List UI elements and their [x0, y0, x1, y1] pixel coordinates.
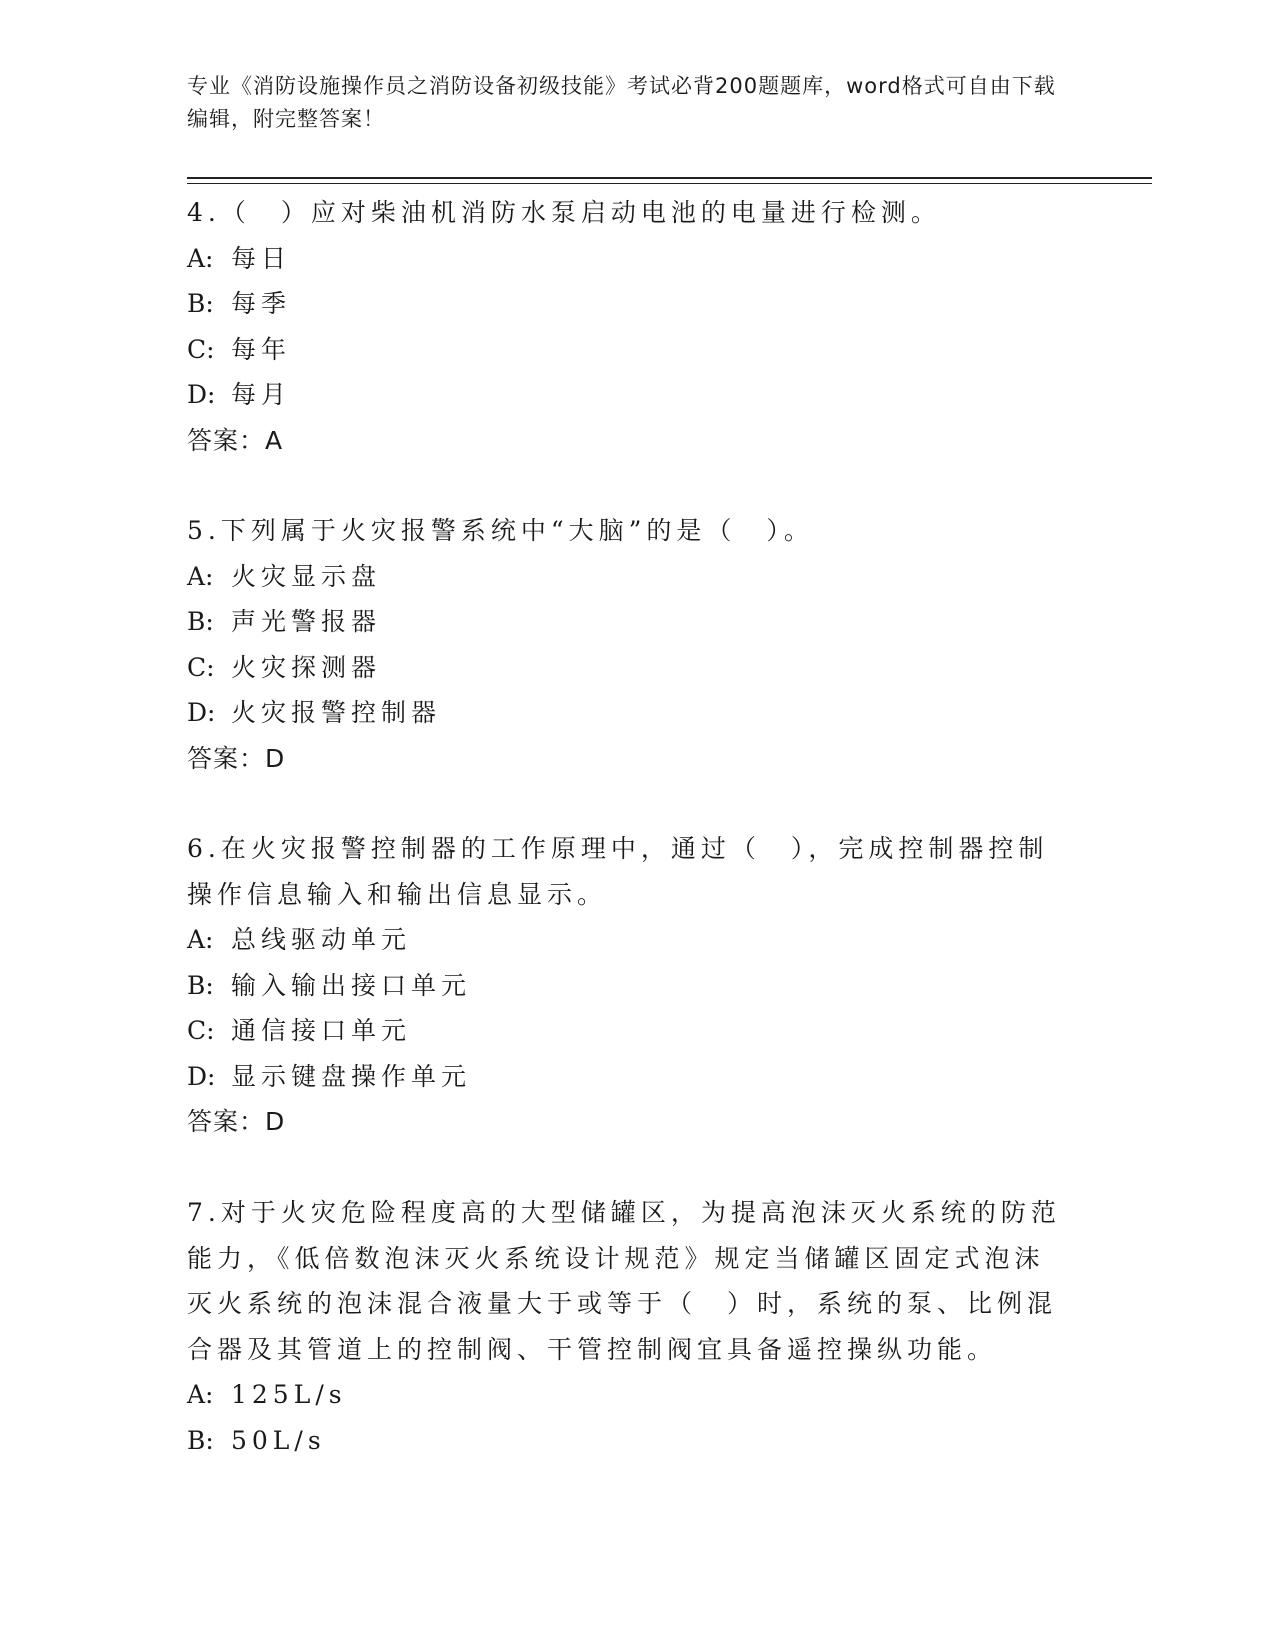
- option-key: D:: [187, 698, 216, 727]
- answer-line: 答案：D: [187, 1107, 286, 1136]
- option-a: [187, 236, 1067, 282]
- option-d: [187, 1054, 1067, 1100]
- option-text: 声光警报器: [231, 607, 382, 636]
- option-key: C:: [187, 334, 215, 364]
- option-key: B:: [187, 1425, 214, 1455]
- option-b: [187, 281, 1067, 327]
- question-stem: 5.下列属于火灾报警系统中“大脑”的是（ ）。: [187, 516, 814, 545]
- option-key: B:: [187, 607, 214, 636]
- option-c: [187, 645, 1067, 691]
- document-header: [187, 70, 1067, 136]
- option-text: 显示键盘操作单元: [231, 1061, 472, 1091]
- header-text: 专业《消防设施操作员之消防设备初级技能》考试必背200题题库，word格式可自由下载编辑，附完整答案！: [187, 74, 1056, 131]
- option-b: [187, 599, 1067, 645]
- option-key: A:: [187, 561, 214, 591]
- option-key: B:: [187, 289, 214, 318]
- header-divider-thin: [187, 183, 1152, 184]
- answer-line: 答案：D: [187, 743, 286, 773]
- header-divider-thick: [187, 177, 1152, 179]
- option-key: A:: [187, 925, 214, 954]
- option-c: [187, 327, 1067, 373]
- option-b: [187, 963, 1067, 1009]
- option-text: 火灾显示盘: [231, 561, 382, 591]
- option-key: A:: [187, 1380, 214, 1409]
- option-key: A:: [187, 243, 214, 273]
- option-c: [187, 1008, 1067, 1054]
- option-d: [187, 372, 1067, 418]
- option-d: [187, 690, 1067, 736]
- option-text: 50L/s: [231, 1425, 326, 1455]
- question-6: [187, 826, 1067, 1145]
- answer-line: 答案：A: [187, 425, 284, 455]
- option-text: 125L/s: [231, 1380, 347, 1409]
- option-text: 每日: [231, 243, 292, 273]
- question-5: [187, 508, 1067, 781]
- option-text: 通信接口单元: [231, 1016, 412, 1045]
- option-key: C:: [187, 652, 215, 682]
- option-text: 每月: [231, 380, 292, 409]
- option-text: 火灾探测器: [231, 652, 382, 682]
- question-stem: 4.（ ）应对柴油机消防水泵启动电池的电量进行检测。: [187, 198, 941, 227]
- option-key: D:: [187, 380, 216, 409]
- option-a: [187, 554, 1067, 600]
- option-key: C:: [187, 1016, 215, 1045]
- option-a: [187, 917, 1067, 963]
- option-text: 输入输出接口单元: [231, 970, 472, 1000]
- option-text: 每年: [231, 334, 292, 364]
- option-text: 每季: [231, 289, 292, 318]
- question-stem: 7.对于火灾危险程度高的大型储罐区，为提高泡沫灭火系统的防范能力，《低倍数泡沫灭火系统设计规范》规定当储罐区固定式泡沫灭火系统的泡沫混合液量大于或等于（ ）时，系统的泵、比例混合器及其管道上的控制阀、干管控制阀宜具备遥控操纵功能。: [187, 1198, 1061, 1364]
- option-text: 总线驱动单元: [231, 925, 412, 954]
- option-key: D:: [187, 1061, 216, 1091]
- question-7: [187, 1190, 1067, 1463]
- option-a: [187, 1372, 1067, 1418]
- question-stem: 6.在火灾报警控制器的工作原理中，通过（ ），完成控制器控制操作信息输入和输出信息显示。: [187, 834, 1049, 909]
- option-text: 火灾报警控制器: [231, 698, 442, 727]
- option-b: [187, 1418, 1067, 1464]
- question-4: [187, 190, 1067, 463]
- option-key: B:: [187, 970, 214, 1000]
